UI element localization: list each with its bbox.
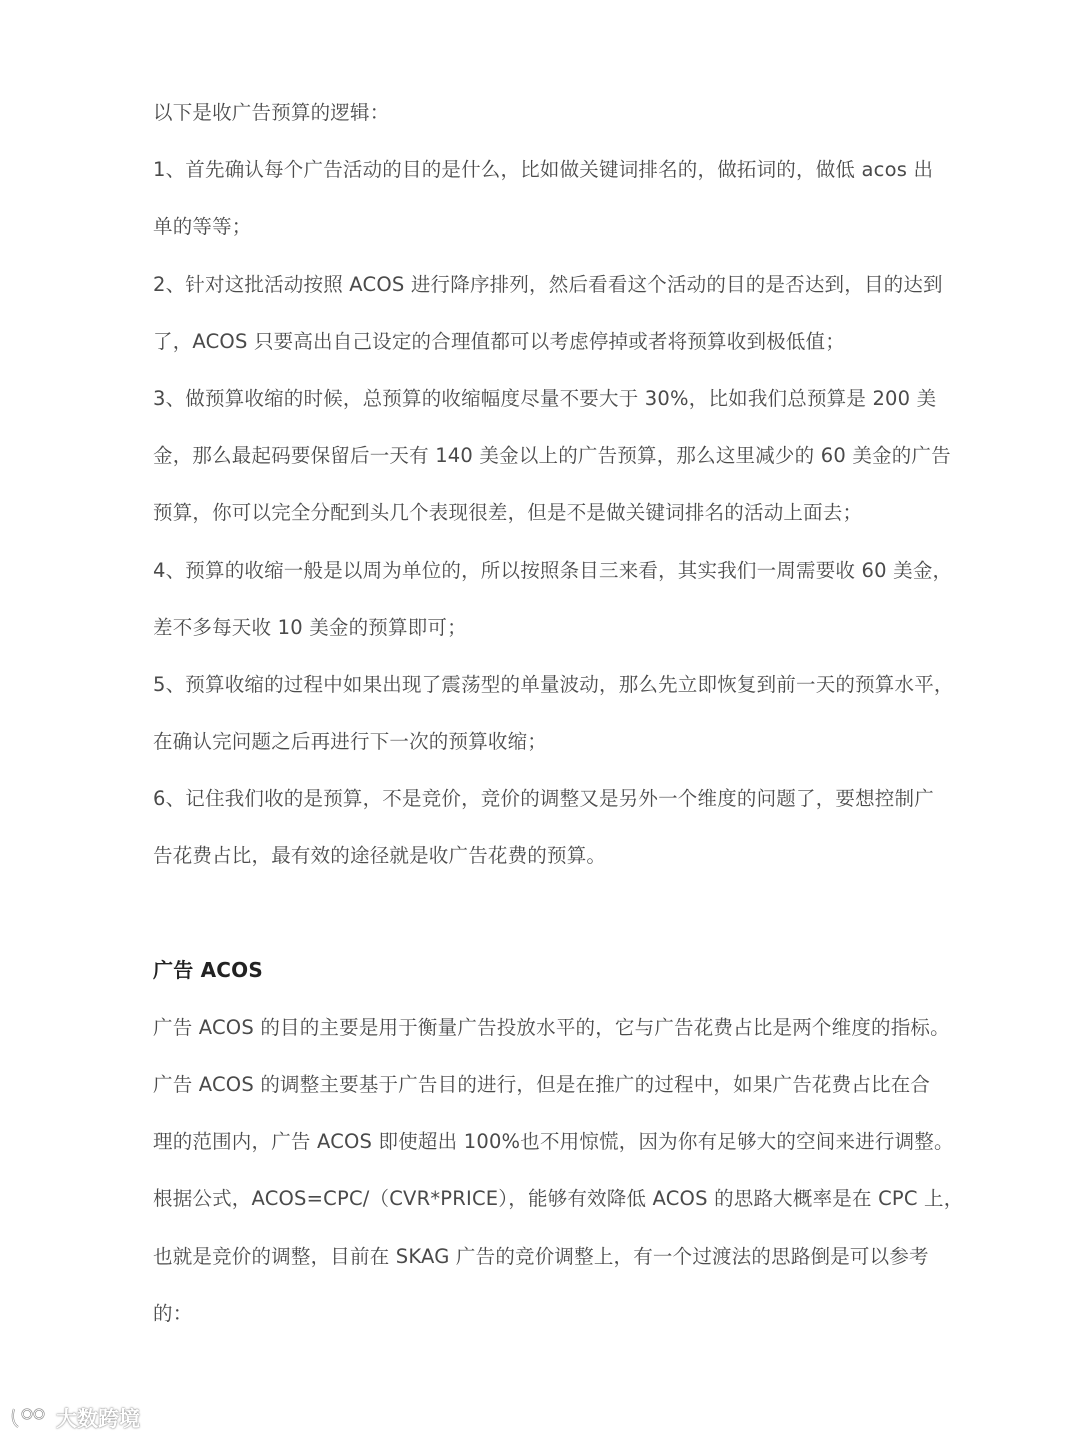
paragraph-line: 的： xyxy=(153,1301,193,1325)
budget-point-1 xyxy=(153,141,934,255)
watermark xyxy=(10,1400,140,1436)
paragraph-line: 金，那么最起码要保留后一天有 140 美金以上的广告预算，那么这里减少的 60 美金的广告 xyxy=(153,444,951,468)
article-body xyxy=(153,84,964,1342)
paragraph-line: 3、做预算收缩的时候，总预算的收缩幅度尽量不要大于 30%，比如我们总预算是 200 美 xyxy=(153,386,937,410)
budget-point-2 xyxy=(153,256,943,370)
budget-point-4 xyxy=(153,542,953,656)
section-heading-acos: 广告 ACOS xyxy=(153,957,263,982)
budget-point-6 xyxy=(153,770,934,884)
paragraph-line: 2、针对这批活动按照 ACOS 进行降序排列，然后看看这个活动的目的是否达到，目的达到 xyxy=(153,272,943,296)
paragraph-line: 4、预算的收缩一般是以周为单位的，所以按照条目三来看，其实我们一周需要收 60 美金， xyxy=(153,558,953,582)
paragraph-line: 预算，你可以完全分配到头几个表现很差，但是不是做关键词排名的活动上面去； xyxy=(153,501,863,525)
paragraph-line: 单的等等； xyxy=(153,215,252,239)
paragraph-line: 1、首先确认每个广告活动的目的是什么，比如做关键词排名的，做拓词的，做低 acos 出 xyxy=(153,158,934,182)
paragraph-line: 根据公式，ACOS=CPC/（CVR*PRICE），能够有效降低 ACOS 的思路大概率是在 CPC 上， xyxy=(153,1187,964,1211)
budget-point-3 xyxy=(153,370,951,542)
watermark-text: 大数跨境 xyxy=(56,1407,140,1431)
paragraph-line: 告花费占比，最有效的途径就是收广告花费的预算。 xyxy=(153,844,607,868)
paragraph-line: 在确认完问题之后再进行下一次的预算收缩； xyxy=(153,730,548,754)
acos-paragraph xyxy=(153,999,964,1342)
paragraph-line: 理的范围内，广告 ACOS 即使超出 100%也不用惊慌，因为你有足够大的空间来进行调整。 xyxy=(153,1130,954,1154)
paragraph-line: 广告 ACOS 的调整主要基于广告目的进行，但是在推广的过程中，如果广告花费占比在合 xyxy=(153,1073,931,1096)
paragraph-line: 广告 ACOS 的目的主要是用于衡量广告投放水平的，它与广告花费占比是两个维度的指标。 xyxy=(153,1015,950,1039)
paragraph-line: 也就是竞价的调整，目前在 SKAG 广告的竞价调整上，有一个过渡法的思路倒是可以参考 xyxy=(153,1244,929,1268)
budget-point-5 xyxy=(153,656,954,770)
paragraph-line: 了，ACOS 只要高出自己设定的合理值都可以考虑停掉或者将预算收到极低值； xyxy=(153,329,845,353)
intro-line: 以下是收广告预算的逻辑： xyxy=(153,101,390,124)
brand-logo-icon xyxy=(10,1405,50,1431)
paragraph-line: 差不多每天收 10 美金的预算即可； xyxy=(153,615,467,639)
paragraph-line: 6、记住我们收的是预算，不是竞价，竞价的调整又是另外一个维度的问题了，要想控制广 xyxy=(153,787,934,811)
paragraph-line: 5、预算收缩的过程中如果出现了震荡型的单量波动，那么先立即恢复到前一天的预算水平， xyxy=(153,672,954,696)
